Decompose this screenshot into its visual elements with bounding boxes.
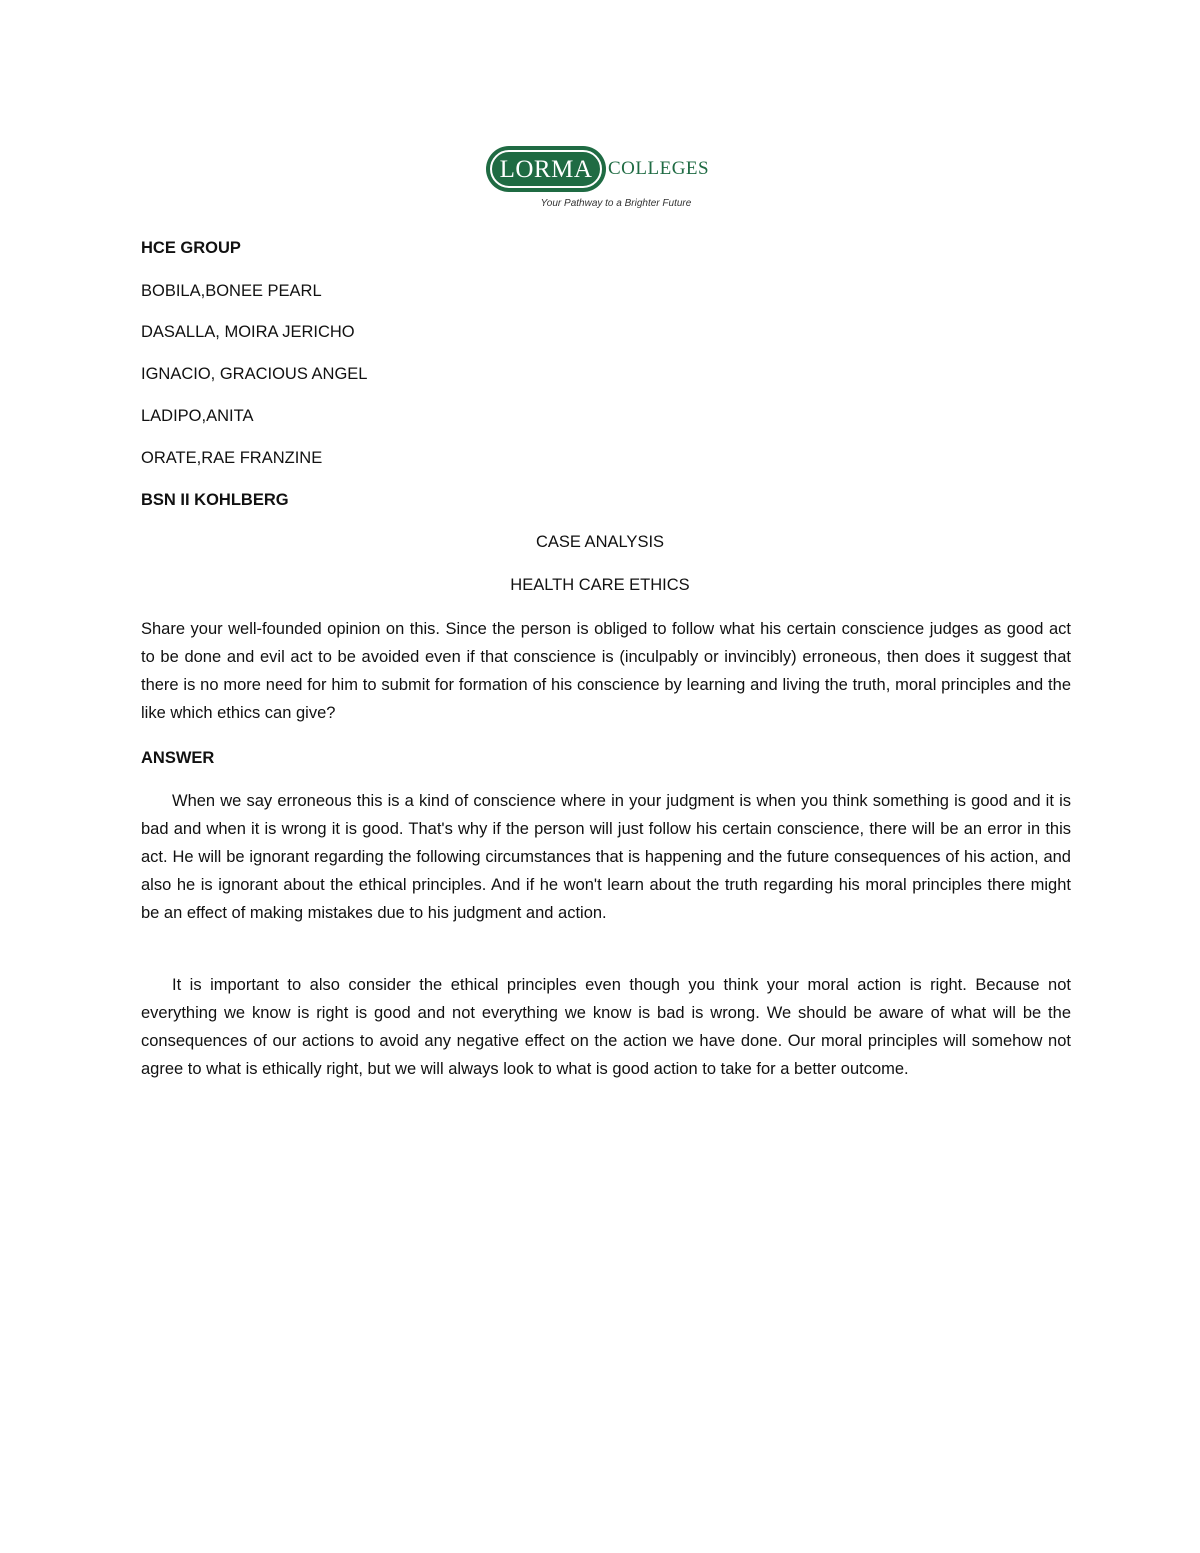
member-name: ORATE,RAE FRANZINE: [141, 449, 323, 467]
answer-paragraph: When we say erroneous this is a kind of conscience where in your judgment is when you think something is good and it is bad and when it is wrong it is good. That's why if the person will just follow his certain conscience, there will be an error in this act. He will be ignorant regarding the following circumstances that is happening and the future consequences of his action, and also he is ignorant about the ethical principles. And if he won't learn about the truth regarding his moral principles there might be an effect of making mistakes due to his judgment and action.: [141, 792, 1071, 922]
logo-tagline: Your Pathway to a Brighter Future: [540, 198, 692, 209]
logo-badge: [486, 146, 606, 192]
section-name: BSN II KOHLBERG: [141, 491, 289, 509]
question-paragraph: Share your well-founded opinion on this. Since the person is obliged to follow what his certain conscience judges as good act to be done and evil act to be avoided even if that conscience is (inculpably or invincibly) erroneous, then does it suggest that there is no more need for him to submit for formation of his conscience by learning and living the truth, moral principles and the like which ethics can give?: [141, 620, 1071, 722]
document-subtitle: HEALTH CARE ETHICS: [510, 576, 690, 594]
group-name: HCE GROUP: [141, 239, 241, 257]
logo-badge-border: [490, 150, 602, 188]
logo-brand-text: LORMA: [499, 155, 593, 183]
member-name: BOBILA,BONEE PEARL: [141, 282, 322, 300]
document-title: CASE ANALYSIS: [535, 533, 665, 551]
answer-paragraph: It is important to also consider the ethical principles even though you think your moral action is right. Because not everything we know is right is good and not everything we know is bad is wrong. We should be aware of what will be the consequences of our actions to avoid any negative effect on the action we have done. Our moral principles will somehow not agree to what is ethically right, but we will always look to what is good action to take for a better outcome.: [141, 976, 1071, 1078]
member-name: DASALLA, MOIRA JERICHO: [141, 323, 355, 341]
answer-heading: ANSWER: [141, 749, 215, 767]
member-name: IGNACIO, GRACIOUS ANGEL: [141, 365, 368, 383]
lorma-colleges-logo: [484, 143, 720, 215]
member-name: LADIPO,ANITA: [141, 407, 254, 425]
logo-colleges-text: COLLEGES: [608, 158, 710, 179]
